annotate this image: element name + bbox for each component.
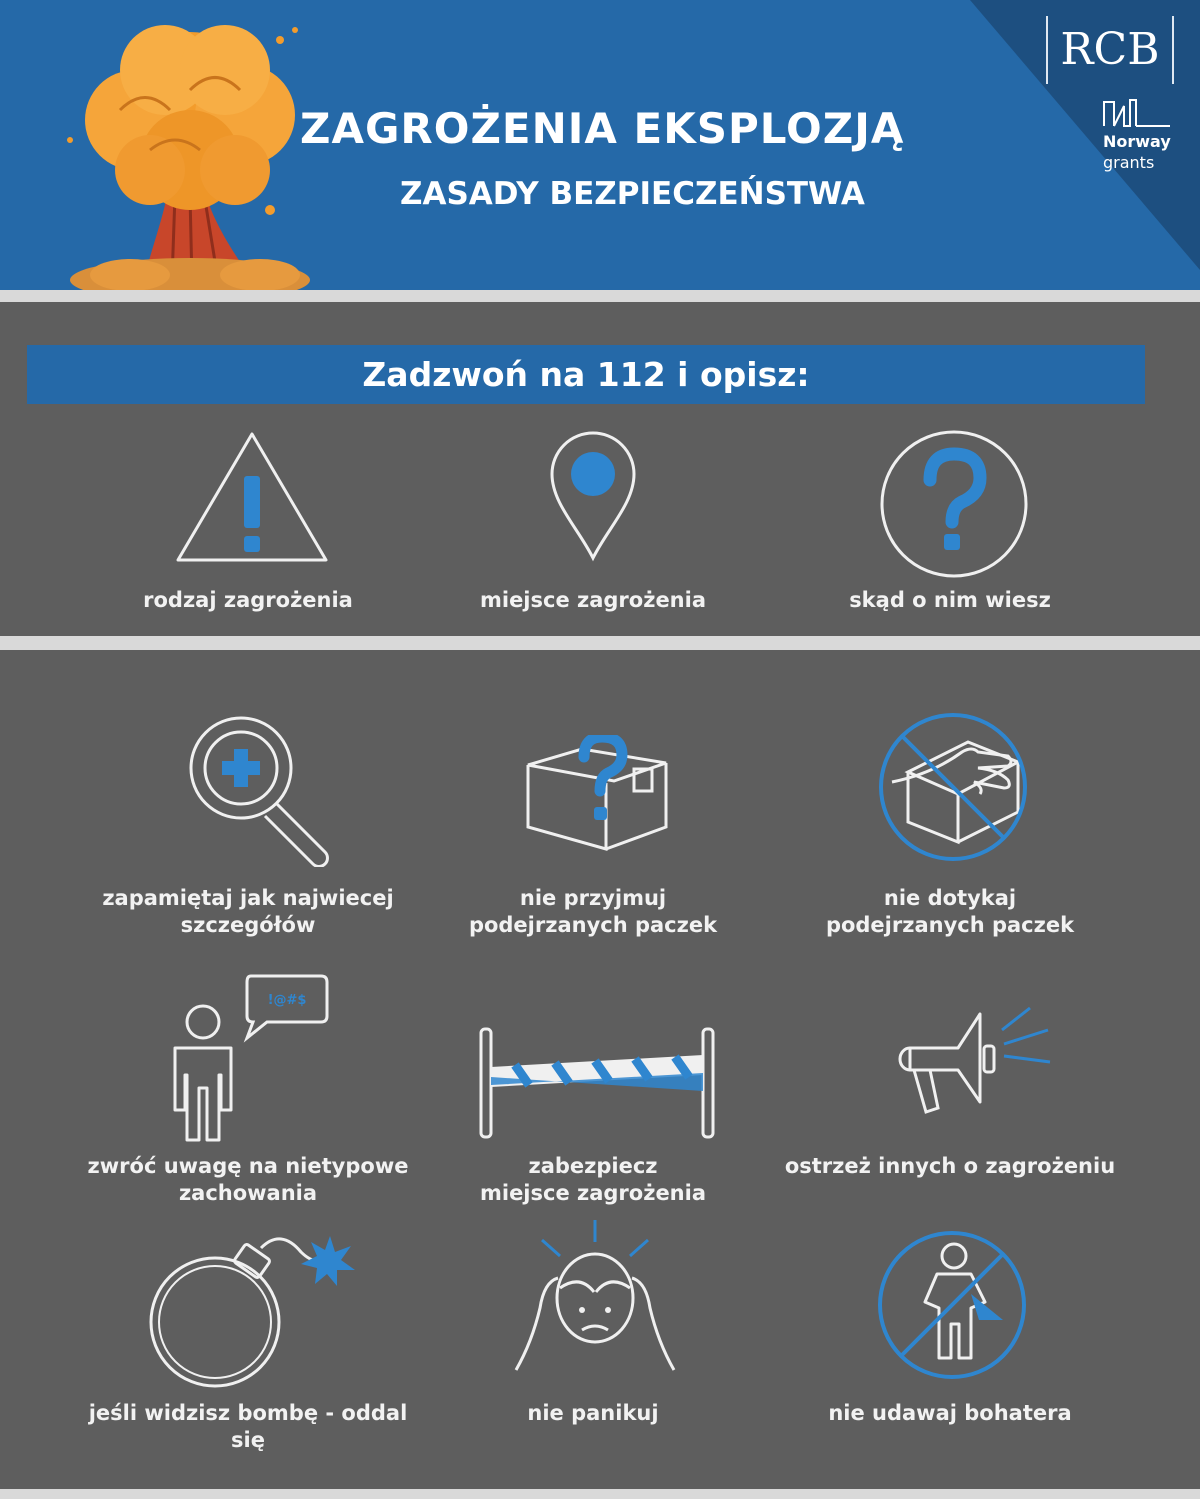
divider-middle: [0, 636, 1200, 650]
call-112-heading: Zadzwoń na 112 i opisz:: [27, 345, 1145, 404]
question-circle-icon: [878, 428, 1030, 580]
no-hero-icon: [875, 1228, 1030, 1383]
package-question-icon: [522, 735, 672, 855]
rule-label-line: szczegółów: [180, 913, 316, 937]
rule-label: [78, 885, 418, 939]
header-banner: [0, 0, 1200, 290]
call-item-label: miejsce zagrożenia: [479, 588, 707, 612]
rule-label-line: miejsce zagrożenia: [479, 1181, 707, 1205]
page-subtitle: ZASADY BEZPIECZEŃSTWA: [400, 176, 865, 212]
explosion-icon: [40, 0, 340, 290]
rule-label: [780, 1153, 1120, 1180]
rule-label-line: podejrzanych paczek: [825, 913, 1075, 937]
svg-text:!@#$: !@#$: [267, 993, 307, 1008]
norway-label: Norway: [1103, 132, 1171, 151]
norway-grants-logo-icon: [1100, 98, 1170, 128]
rule-label-line: zwróć uwagę na nietypowe: [87, 1154, 409, 1178]
location-pin-icon: [548, 428, 638, 563]
rule-label-line: nie udawaj bohatera: [828, 1401, 1072, 1425]
call-item-label: skąd o nim wiesz: [849, 588, 1051, 612]
call-item-label: rodzaj zagrożenia: [143, 588, 353, 612]
divider-bottom: [0, 1489, 1200, 1499]
rule-label-line: zabezpiecz: [528, 1154, 658, 1178]
rule-label: [423, 885, 763, 939]
rule-label: [423, 1153, 763, 1207]
barrier-tape-icon: [475, 1025, 720, 1140]
rule-label: [78, 1153, 418, 1207]
no-touch-package-icon: [878, 712, 1028, 862]
panic-head-icon: [510, 1218, 680, 1383]
rule-label-line: zapamiętaj jak najwiecej: [102, 886, 394, 910]
rule-label-line: nie panikuj: [527, 1401, 659, 1425]
rule-label: [780, 1400, 1120, 1427]
rcb-logo: RCB: [1046, 16, 1174, 84]
rule-label: [423, 1400, 763, 1427]
person-speech-icon: [165, 970, 330, 1145]
divider-top: [0, 290, 1200, 302]
magnifier-icon: [185, 712, 340, 867]
bomb-icon: [145, 1230, 360, 1390]
rule-label-line: jeśli widzisz bombę - oddal się: [88, 1401, 408, 1452]
megaphone-icon: [880, 1000, 1055, 1120]
rule-label-line: zachowania: [178, 1181, 318, 1205]
grants-label: grants: [1103, 153, 1155, 172]
rule-label: [780, 885, 1120, 939]
rule-label-line: nie przyjmuj: [519, 886, 667, 910]
page-title: ZAGROŻENIA EKSPLOZJĄ: [300, 104, 905, 153]
rule-label-line: nie dotykaj: [883, 886, 1017, 910]
rule-label-line: podejrzanych paczek: [468, 913, 718, 937]
warning-triangle-icon: [172, 428, 332, 568]
rule-label-line: ostrzeż innych o zagrożeniu: [784, 1154, 1116, 1178]
rule-label: [78, 1400, 418, 1454]
